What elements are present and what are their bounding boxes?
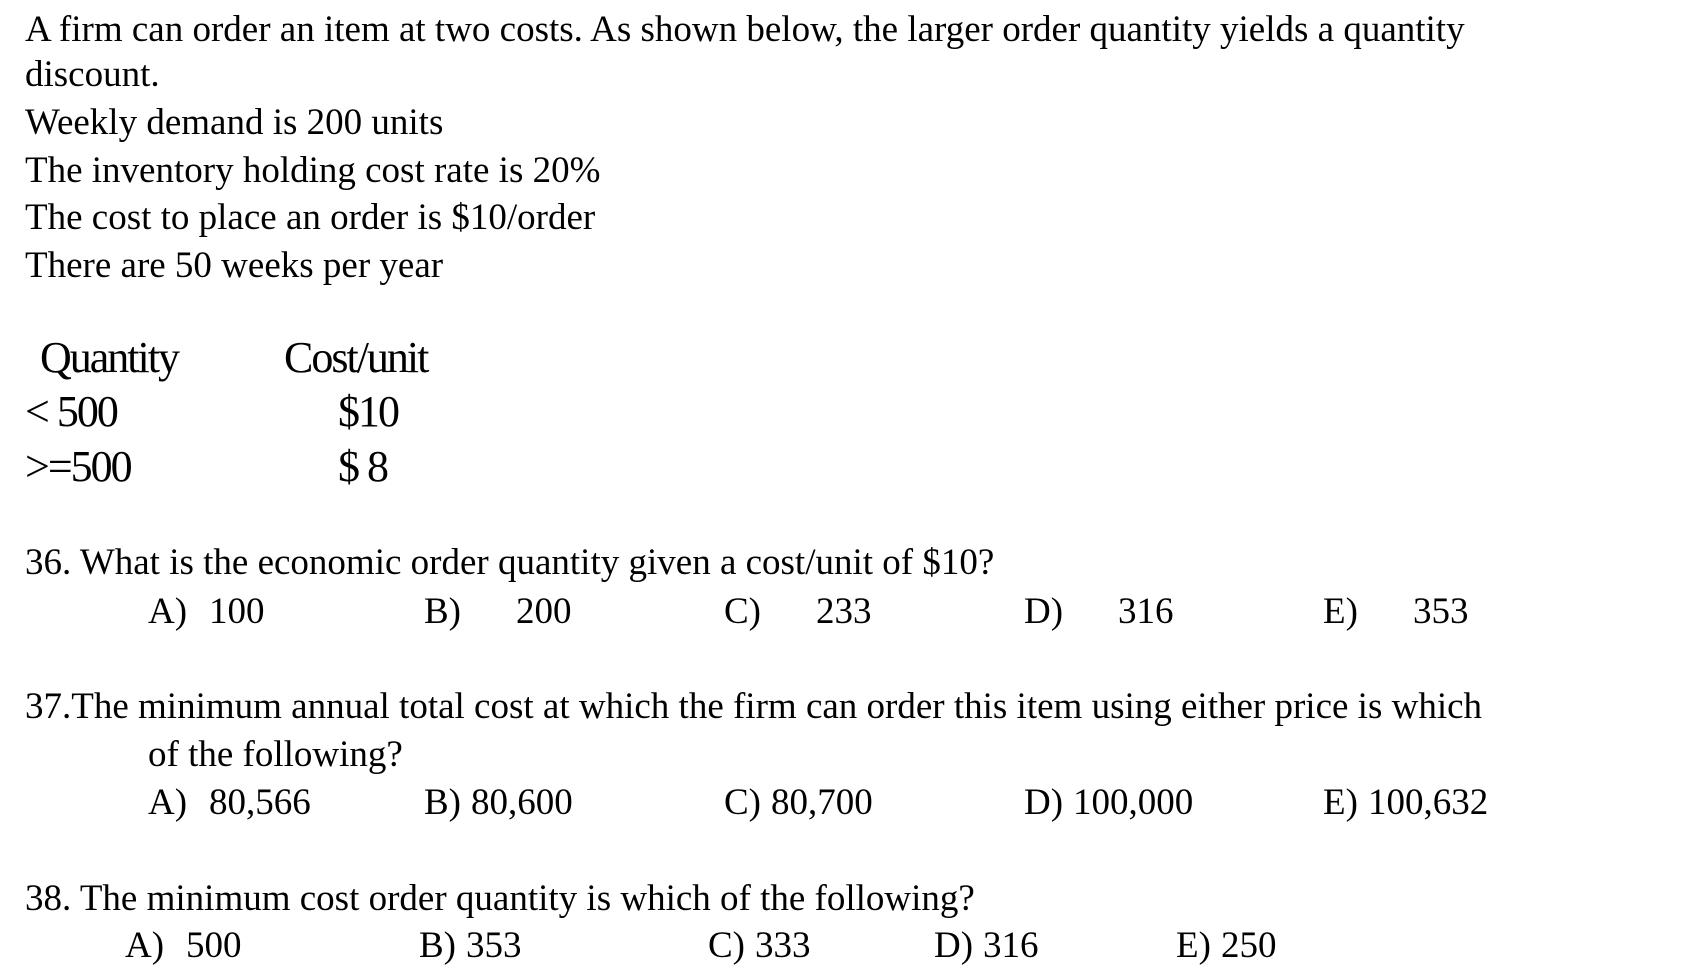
option-value: 100 xyxy=(209,591,265,632)
option-label: C) xyxy=(724,591,761,632)
table-header-quantity: Quantity xyxy=(40,333,178,382)
intro-line-1: A firm can order an item at two costs. As shown below, the larger order quantity yields a quantity xyxy=(25,9,1465,50)
table-row-2-cost: $ 8 xyxy=(338,442,387,491)
fact-holding-cost: The inventory holding cost rate is 20% xyxy=(25,150,601,191)
option-value: 200 xyxy=(516,591,572,632)
fact-order-cost: The cost to place an order is $10/order xyxy=(25,197,596,238)
option-label: E) xyxy=(1176,925,1211,966)
option-label: E) xyxy=(1323,782,1358,823)
option-label: A) xyxy=(148,782,188,823)
intro-line-2: discount. xyxy=(25,54,160,95)
option-label: D) xyxy=(1024,782,1064,823)
option-label: D) xyxy=(934,925,974,966)
q38-option-e[interactable] xyxy=(1176,924,1276,968)
option-value: 80,700 xyxy=(771,782,873,823)
table-row-1-quantity: < 500 xyxy=(25,387,117,436)
q36-option-c[interactable] xyxy=(724,590,872,634)
option-value: 100,632 xyxy=(1367,782,1489,823)
table-row-1-cost: $10 xyxy=(338,387,398,436)
option-value: 353 xyxy=(466,925,522,966)
option-value: 353 xyxy=(1412,591,1469,632)
option-value: 80,600 xyxy=(471,782,573,823)
option-label: B) xyxy=(424,591,461,632)
option-value: 80,566 xyxy=(209,782,311,823)
option-label: D) xyxy=(1024,591,1064,632)
option-value: 250 xyxy=(1220,925,1277,966)
q38-option-d[interactable] xyxy=(934,924,1039,968)
q38-option-c[interactable] xyxy=(708,924,811,968)
q37-option-c[interactable] xyxy=(724,781,873,825)
option-label: E) xyxy=(1323,591,1358,632)
option-label: B) xyxy=(424,782,461,823)
q36-option-e[interactable] xyxy=(1323,590,1468,634)
option-label: A) xyxy=(125,925,165,966)
q37-option-a[interactable] xyxy=(148,781,311,825)
q36-option-a[interactable] xyxy=(148,590,265,634)
option-value: 100,000 xyxy=(1073,782,1194,823)
option-value: 316 xyxy=(1118,591,1174,632)
table-row-2-quantity: >=500 xyxy=(25,442,131,491)
question-37-text-line-1: 37.The minimum annual total cost at which the firm can order this item using either price is which xyxy=(25,686,1483,727)
fact-weekly-demand: Weekly demand is 200 units xyxy=(25,102,444,143)
fact-weeks-per-year: There are 50 weeks per year xyxy=(25,245,444,286)
option-value: 333 xyxy=(755,925,811,966)
q37-option-e[interactable] xyxy=(1323,781,1488,825)
question-38-text: 38. The minimum cost order quantity is which of the following? xyxy=(25,878,975,919)
option-value: 500 xyxy=(186,925,242,966)
q36-option-b[interactable] xyxy=(424,590,572,634)
question-37-text-line-2: of the following? xyxy=(148,734,403,775)
q37-option-d[interactable] xyxy=(1024,781,1193,825)
q38-option-a[interactable] xyxy=(125,924,242,968)
q38-option-b[interactable] xyxy=(419,924,522,968)
option-value: 316 xyxy=(983,925,1039,966)
option-value: 233 xyxy=(816,591,872,632)
q37-option-b[interactable] xyxy=(424,781,573,825)
option-label: A) xyxy=(148,591,188,632)
question-36-text: 36. What is the economic order quantity given a cost/unit of $10? xyxy=(25,542,995,583)
table-header-cost: Cost/unit xyxy=(284,333,428,382)
q36-option-d[interactable] xyxy=(1024,590,1174,634)
option-label: C) xyxy=(724,782,761,823)
option-label: B) xyxy=(419,925,456,966)
option-label: C) xyxy=(708,925,745,966)
